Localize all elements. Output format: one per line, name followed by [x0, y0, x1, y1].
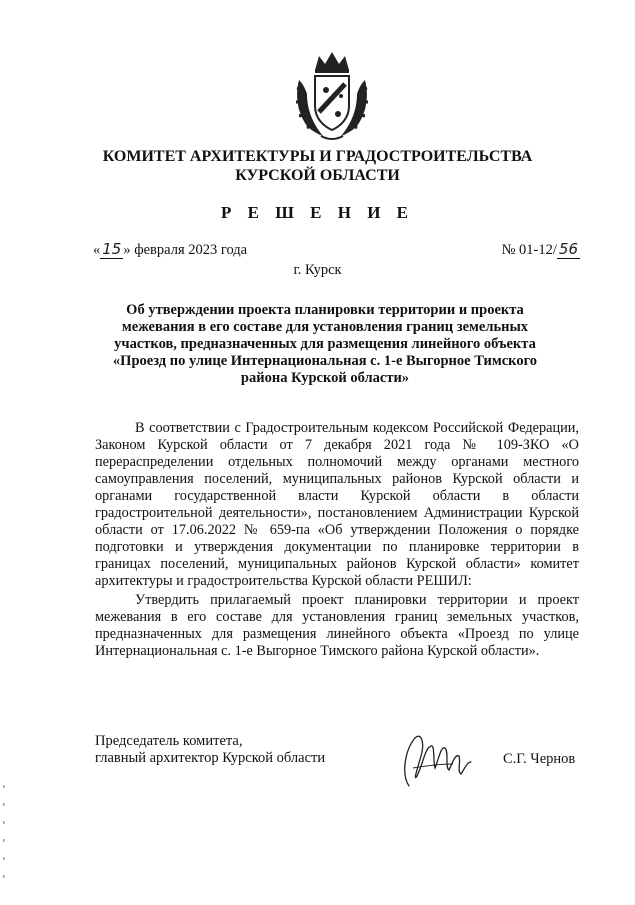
- title-line: района Курской области»: [240, 370, 410, 386]
- title-line: «Проезд по улице Интернациональная с. 1-е Выгорное Тимского: [112, 353, 538, 369]
- signatory-name: С.Г. Чернов: [503, 751, 576, 767]
- scan-margin-marks: [2, 785, 6, 885]
- document-title: [95, 302, 555, 387]
- organization-name-line2: КУРСКОЙ ОБЛАСТИ: [235, 167, 400, 184]
- position-line: Председатель комитета,: [95, 733, 243, 749]
- document-number: [502, 240, 580, 259]
- handwritten-signature: [395, 728, 475, 790]
- document-date: [93, 240, 247, 259]
- document-city: г. Курск: [293, 262, 342, 278]
- coat-of-arms-icon: [293, 50, 371, 142]
- signatory-position: [95, 733, 325, 767]
- title-line: межевания в его составе для установления границ земельных: [121, 319, 529, 335]
- number-prefix: № 01-12/: [501, 242, 557, 258]
- organization-name-line1: КОМИТЕТ АРХИТЕКТУРЫ И ГРАДОСТРОИТЕЛЬСТВА: [102, 148, 533, 165]
- position-line: главный архитектор Курской области: [95, 750, 326, 766]
- number-handwritten: 56: [558, 240, 578, 258]
- document-type-heading: Р Е Ш Е Н И Е: [220, 203, 414, 222]
- body-paragraph-1: В соответствии с Градостроительным кодексом Российской Федерации, Законом Курской области от 7 декабря 2021 года № 109-ЗКО «О перераспределении отдельных полномочий между органами местного самоуправления поселений, муниципальных районов Курской области и органами государственной власти Курской области в области градостроительной деятельности», постановлением Администрации Курской области от 17.06.2022 № 659-па «Об утверждении Положения о порядке подготовки и утверждения документации по планировке территории в границах поселений, муниципальных районов Курской области» комитет архитектуры и градостроительства Курской области РЕШИЛ:: [95, 420, 579, 589]
- title-line: Об утверждении проекта планировки территории и проекта: [126, 302, 524, 318]
- date-day-handwritten: 15: [102, 240, 122, 258]
- date-rest: » февраля 2023 года: [123, 242, 248, 258]
- body-paragraph-2: Утвердить прилагаемый проект планировки территории и проект межевания в его составе для установления границ земельных участков, предназначенных для размещения линейного объекта «Проезд по улице Интернациональная с. 1-е Выгорное Тимского района Курской области».: [95, 592, 579, 659]
- title-line: участков, предназначенных для размещения линейного объекта: [114, 336, 536, 352]
- date-open-quote: «: [93, 242, 101, 258]
